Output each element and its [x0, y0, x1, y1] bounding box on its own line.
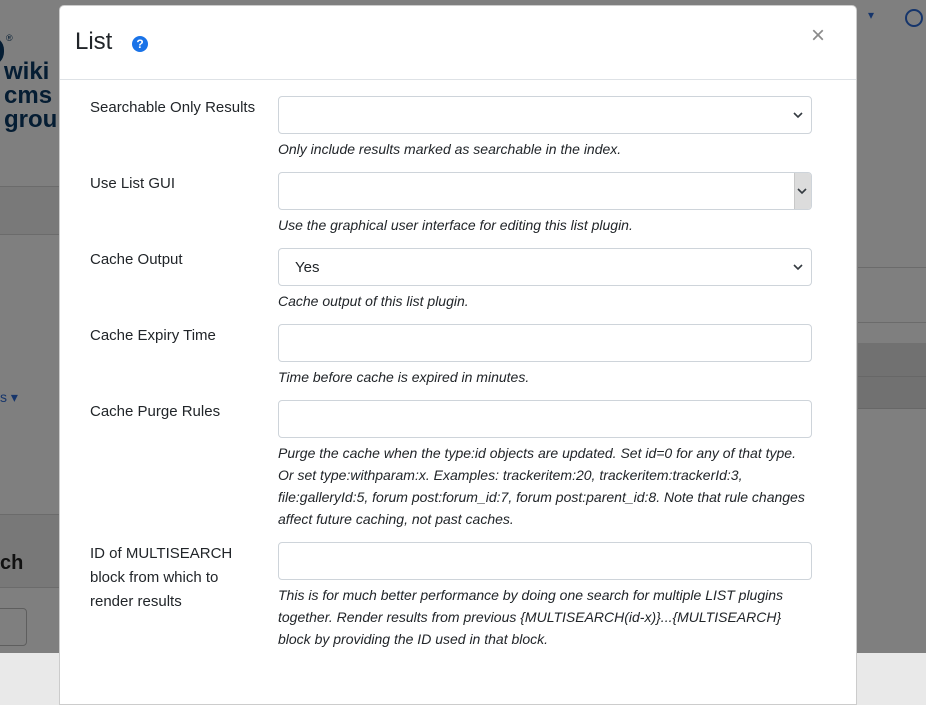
select-value: Yes	[295, 259, 320, 276]
modal-header	[60, 6, 856, 80]
cache-purge-rules-input[interactable]	[278, 400, 812, 438]
chevron-down-icon	[795, 184, 809, 198]
field-label: Searchable Only Results	[90, 99, 256, 116]
field-help-text: Use the graphical user interface for editing this list plugin.	[278, 217, 633, 233]
field-label: ID of MULTISEARCH block from which to render results	[90, 545, 233, 610]
field-label: Cache Purge Rules	[90, 403, 221, 420]
field-label: Cache Output	[90, 251, 183, 268]
field-help-text: Time before cache is expired in minutes.	[278, 369, 530, 385]
close-button[interactable]: ×	[810, 22, 825, 49]
field-help-text: Only include results marked as searchable in the index.	[278, 141, 622, 157]
select-dropdown-button[interactable]	[794, 173, 811, 209]
field-help-text: Cache output of this list plugin.	[278, 293, 469, 309]
multisearch-id-input[interactable]	[278, 542, 812, 580]
chevron-down-icon	[791, 260, 805, 274]
field-help-text: This is for much better performance by doing one search for multiple LIST plugins together. Render results from previous {MULTISEARCH(id-x)}...{MULTISEARCH} block by providing the ID used in that block.	[278, 587, 784, 647]
use-list-gui-select[interactable]	[278, 172, 812, 210]
modal-title: List	[75, 28, 113, 55]
cache-output-select[interactable]	[278, 248, 812, 286]
chevron-down-icon	[791, 108, 805, 122]
list-plugin-dialog	[59, 5, 857, 705]
field-help-text: Purge the cache when the type:id objects are updated. Set id=0 for any of that type. Or set type:withparam:x. Examples: trackeritem:20, trackeritem:trackerId:3, file:galleryId:5, forum post:forum_id:7, forum post:parent_id:8. Note that rule changes affect future caching, not past caches.	[278, 445, 805, 527]
help-icon[interactable]: ?	[132, 36, 148, 52]
field-label: Cache Expiry Time	[90, 327, 216, 344]
cache-expiry-input[interactable]	[278, 324, 812, 362]
searchable-only-select[interactable]	[278, 96, 812, 134]
field-label: Use List GUI	[90, 175, 176, 192]
